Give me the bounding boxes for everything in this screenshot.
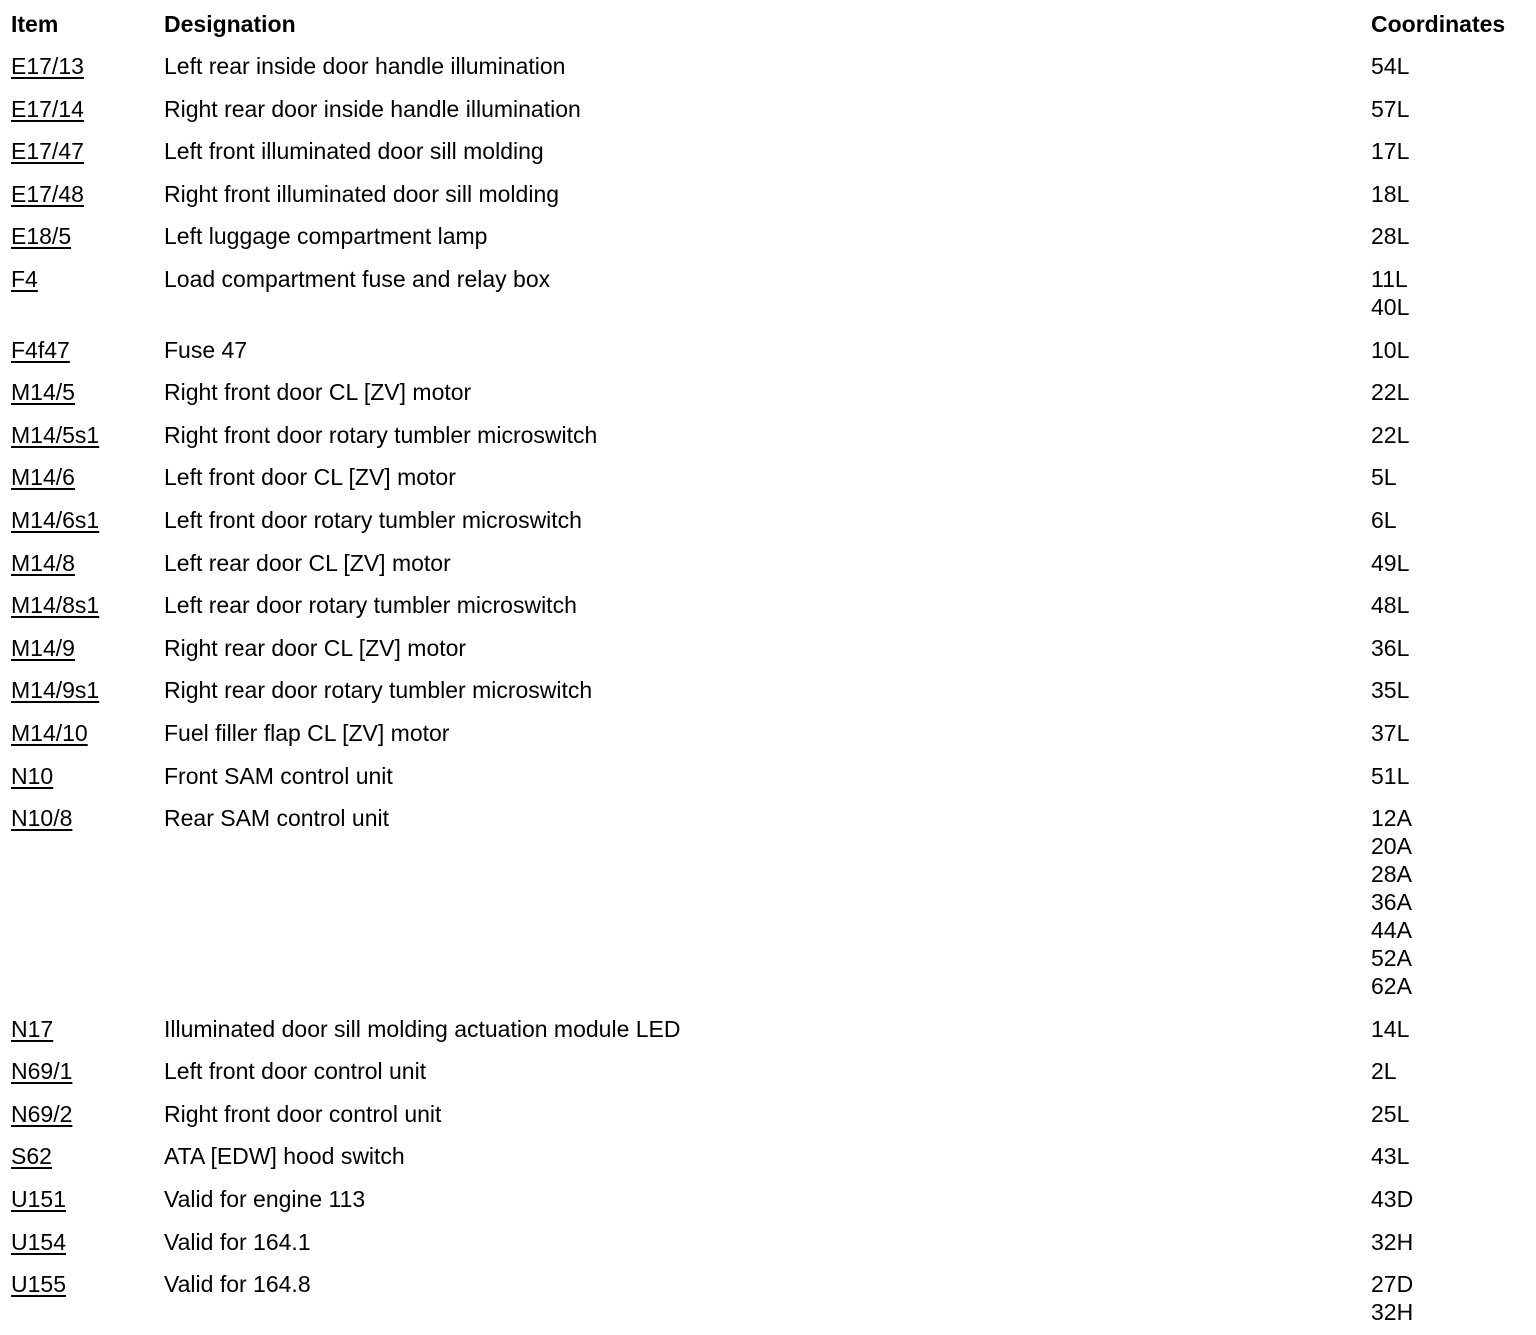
item-link[interactable]: N10 [11,762,54,789]
coordinates-column-header: Coordinates [1371,11,1506,37]
item-link[interactable]: M14/8 [11,549,75,576]
coordinate-value: 28L [1371,223,1410,250]
item-link[interactable]: M14/9s1 [11,677,100,704]
designation-text: Left luggage compartment lamp [164,223,488,250]
table-header [0,0,1536,46]
table-row [0,1136,1536,1179]
table-row [0,670,1536,713]
coordinate-value: 11L [1371,265,1408,292]
coordinates-cell [1371,1142,1409,1170]
table-row [0,756,1536,799]
coordinates-cell [1371,265,1409,321]
item-link[interactable]: F4 [11,265,38,292]
coordinate-value: 27D [1371,1271,1414,1298]
coordinate-value: 2L [1371,1058,1397,1085]
item-link[interactable]: E17/47 [11,138,84,165]
table-row [0,500,1536,543]
item-link[interactable]: M14/5s1 [11,421,100,448]
coordinates-cell [1371,336,1409,364]
item-link[interactable]: E17/13 [11,53,84,79]
designation-text: Right rear door inside handle illumination [164,95,581,122]
table-row [0,1009,1536,1052]
item-column-header: Item [11,11,59,37]
designation-text: Rear SAM control unit [164,805,389,832]
item-link[interactable]: E18/5 [11,223,72,250]
coordinate-value: 22L [1371,379,1410,406]
coordinate-value: 18L [1371,180,1410,207]
table-row [0,372,1536,415]
coordinate-value: 10L [1371,336,1410,363]
coordinates-cell [1371,137,1409,165]
designation-text: Left front illuminated door sill molding [164,138,544,165]
coordinate-value: 54L [1371,53,1410,79]
table-row [0,259,1536,330]
table-row [0,174,1536,217]
item-link[interactable]: M14/9 [11,634,75,661]
coordinates-cell [1371,634,1409,662]
table-row [0,628,1536,671]
designation-text: Fuel filler flap CL [ZV] motor [164,719,450,746]
coordinate-value: 44A [1371,917,1412,944]
coordinate-value: 37L [1371,719,1410,746]
designation-text: Right front illuminated door sill molding [164,180,560,207]
designation-text: Left rear door rotary tumbler microswitch [164,592,577,619]
coordinate-value: 22L [1371,421,1410,448]
coordinate-value: 43D [1371,1186,1414,1213]
table-row [0,1179,1536,1222]
designation-text: Valid for 164.8 [164,1271,311,1298]
item-link[interactable]: N17 [11,1015,54,1042]
designation-text: ATA [EDW] hood switch [164,1143,405,1170]
item-link[interactable]: M14/5 [11,379,75,406]
coordinates-cell [1371,463,1397,491]
table-row [0,1222,1536,1265]
designation-text: Left rear inside door handle illumination [164,53,566,79]
coordinates-cell [1371,95,1409,123]
coordinate-value: 62A [1371,973,1412,1000]
designation-text: Valid for engine 113 [164,1186,366,1213]
table-row [0,330,1536,373]
coordinates-cell [1371,1057,1397,1085]
item-link[interactable]: N10/8 [11,805,73,832]
designation-text: Fuse 47 [164,336,248,363]
table-body [0,46,1536,1335]
table-row [0,543,1536,586]
coordinate-value: 40L [1371,293,1410,320]
coordinates-cell [1371,1185,1413,1213]
coordinate-value: 36L [1371,634,1410,661]
coordinates-cell [1371,676,1409,704]
designation-text: Right rear door rotary tumbler microswitch [164,677,593,704]
coordinate-value: 6L [1371,506,1397,533]
coordinate-value: 5L [1371,464,1397,491]
item-link[interactable]: M14/6s1 [11,506,100,533]
table-row [0,1094,1536,1137]
item-link[interactable]: M14/6 [11,464,75,491]
designation-text: Right front door control unit [164,1100,442,1127]
coordinate-value: 20A [1371,833,1412,860]
table-row [0,46,1536,89]
item-link[interactable]: U155 [11,1271,66,1298]
designation-text: Load compartment fuse and relay box [164,265,551,292]
designation-text: Illuminated door sill molding actuation module LED [164,1015,681,1042]
coordinate-value: 51L [1371,762,1410,789]
designation-text: Left front door rotary tumbler microswitch [164,506,582,533]
item-link[interactable]: U154 [11,1228,66,1255]
item-link[interactable]: M14/10 [11,719,88,746]
table-row [0,585,1536,628]
coordinate-value: 43L [1371,1143,1410,1170]
coordinate-value: 35L [1371,677,1410,704]
designation-text: Front SAM control unit [164,762,393,789]
coordinates-cell [1371,506,1397,534]
designation-column-header: Designation [164,11,296,37]
designation-text: Left front door control unit [164,1058,427,1085]
coordinate-value: 17L [1371,138,1410,165]
coordinate-value: 25L [1371,1100,1410,1127]
designation-text: Valid for 164.1 [164,1228,311,1255]
coordinates-cell [1371,222,1409,250]
table-row [0,713,1536,756]
coordinates-cell [1371,52,1409,80]
designation-text: Left rear door CL [ZV] motor [164,549,451,576]
coordinate-value: 12A [1371,805,1412,832]
coordinates-cell [1371,378,1409,406]
designation-text: Right rear door CL [ZV] motor [164,634,467,661]
coordinates-cell [1371,1270,1413,1326]
item-link[interactable]: N69/1 [11,1058,73,1085]
table-row [0,1051,1536,1094]
table-row [0,1264,1536,1335]
item-link[interactable]: F4f47 [11,336,70,363]
coordinates-cell [1371,719,1409,747]
coordinates-cell [1371,804,1412,1000]
coordinates-cell [1371,591,1409,619]
item-link[interactable]: E17/14 [11,95,84,122]
coordinates-cell [1371,1100,1409,1128]
item-link[interactable]: N69/2 [11,1100,73,1127]
item-link[interactable]: U151 [11,1186,66,1213]
coordinates-cell [1371,762,1409,790]
coordinate-value: 32H [1371,1228,1414,1255]
coordinate-value: 49L [1371,549,1410,576]
coordinate-value: 36A [1371,889,1412,916]
designation-text: Left front door CL [ZV] motor [164,464,456,491]
coordinates-cell [1371,421,1409,449]
coordinate-value: 28A [1371,861,1412,888]
coordinate-value: 48L [1371,592,1410,619]
table-row [0,415,1536,458]
item-link[interactable]: M14/8s1 [11,592,100,619]
coordinate-value: 52A [1371,945,1412,972]
coordinate-value: 14L [1371,1015,1410,1042]
table-row [0,131,1536,174]
coordinate-value: 57L [1371,95,1410,122]
item-link[interactable]: E17/48 [11,180,84,207]
coordinates-cell [1371,1015,1409,1043]
coordinates-cell [1371,1228,1413,1256]
table-row [0,457,1536,500]
table-row [0,89,1536,132]
coordinates-cell [1371,180,1409,208]
item-link[interactable]: S62 [11,1143,52,1170]
coordinate-value: 32H [1371,1299,1414,1326]
designation-text: Right front door CL [ZV] motor [164,379,472,406]
coordinates-cell [1371,549,1409,577]
table-row [0,216,1536,259]
table-row [0,798,1536,1009]
designation-text: Right front door rotary tumbler microswitch [164,421,598,448]
